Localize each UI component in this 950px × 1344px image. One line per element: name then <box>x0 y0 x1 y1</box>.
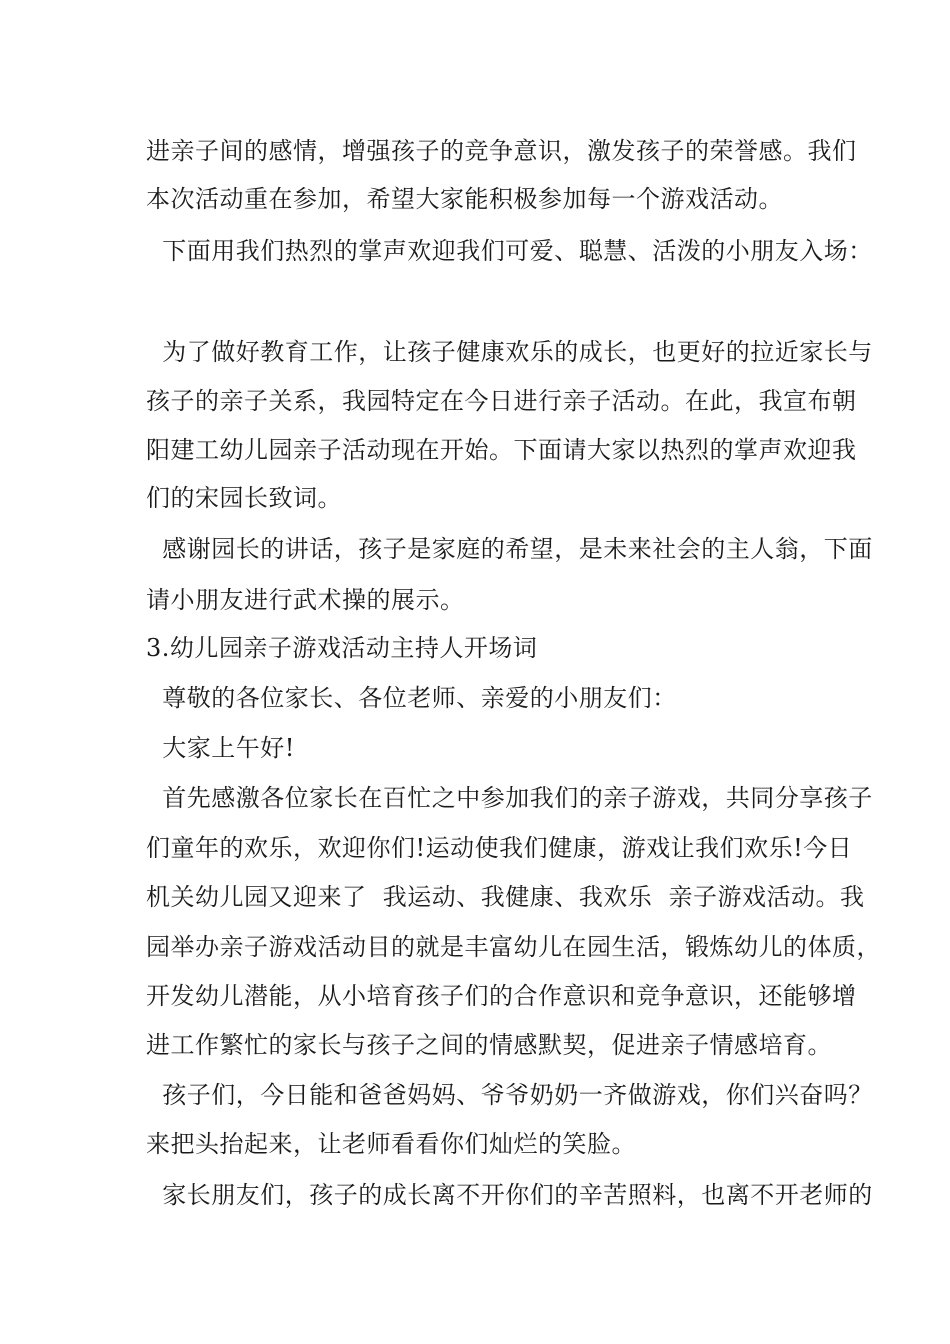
text-line: 孩子们，今日能和爸爸妈妈、爷爷奶奶一齐做游戏，你们兴奋吗？ <box>146 1081 873 1109</box>
text-line: 本次活动重在参加，希望大家能积极参加每一个游戏活动。 <box>146 185 783 213</box>
text-line: 们童年的欢乐，欢迎你们!运动使我们健康，游戏让我们欢乐!今日 <box>146 834 853 862</box>
text-line: 尊敬的各位家长、各位老师、亲爱的小朋友们： <box>146 684 677 712</box>
section-heading: 3.幼儿园亲子游戏活动主持人开场词 <box>146 634 538 662</box>
text-line: 阳建工幼儿园亲子活动现在开始。下面请大家以热烈的掌声欢迎我 <box>146 436 857 464</box>
text-line: 首先感激各位家长在百忙之中参加我们的亲子游戏，共同分享孩子 <box>146 784 873 812</box>
text-line: 家长朋友们，孩子的成长离不开你们的辛苦照料，也离不开老师的 <box>146 1181 873 1209</box>
text-line: 机关幼儿园又迎来了 我运动、我健康、我欢乐 亲子游戏活动。我 <box>146 883 865 911</box>
text-line: 进工作繁忙的家长与孩子之间的情感默契，促进亲子情感培育。 <box>146 1031 832 1059</box>
text-line: 下面用我们热烈的掌声欢迎我们可爱、聪慧、活泼的小朋友入场： <box>146 237 873 265</box>
text-line: 为了做好教育工作，让孩子健康欢乐的成长，也更好的拉近家长与 <box>146 338 873 366</box>
text-line: 感谢园长的讲话，孩子是家庭的希望，是未来社会的主人翁，下面 <box>146 535 873 563</box>
text-line: 来把头抬起来，让老师看看你们灿烂的笑脸。 <box>146 1130 636 1158</box>
text-line: 开发幼儿潜能，从小培育孩子们的合作意识和竞争意识，还能够增 <box>146 982 857 1010</box>
text-line: 进亲子间的感情，增强孩子的竞争意识，激发孩子的荣誉感。我们 <box>146 137 857 165</box>
text-line: 大家上午好! <box>146 734 295 762</box>
text-line: 们的宋园长致词。 <box>146 484 342 512</box>
text-line: 请小朋友进行武术操的展示。 <box>146 586 465 614</box>
text-line: 孩子的亲子关系，我园特定在今日进行亲子活动。在此，我宣布朝 <box>146 387 857 415</box>
text-line: 园举办亲子游戏活动目的就是丰富幼儿在园生活，锻炼幼儿的体质， <box>146 933 881 961</box>
